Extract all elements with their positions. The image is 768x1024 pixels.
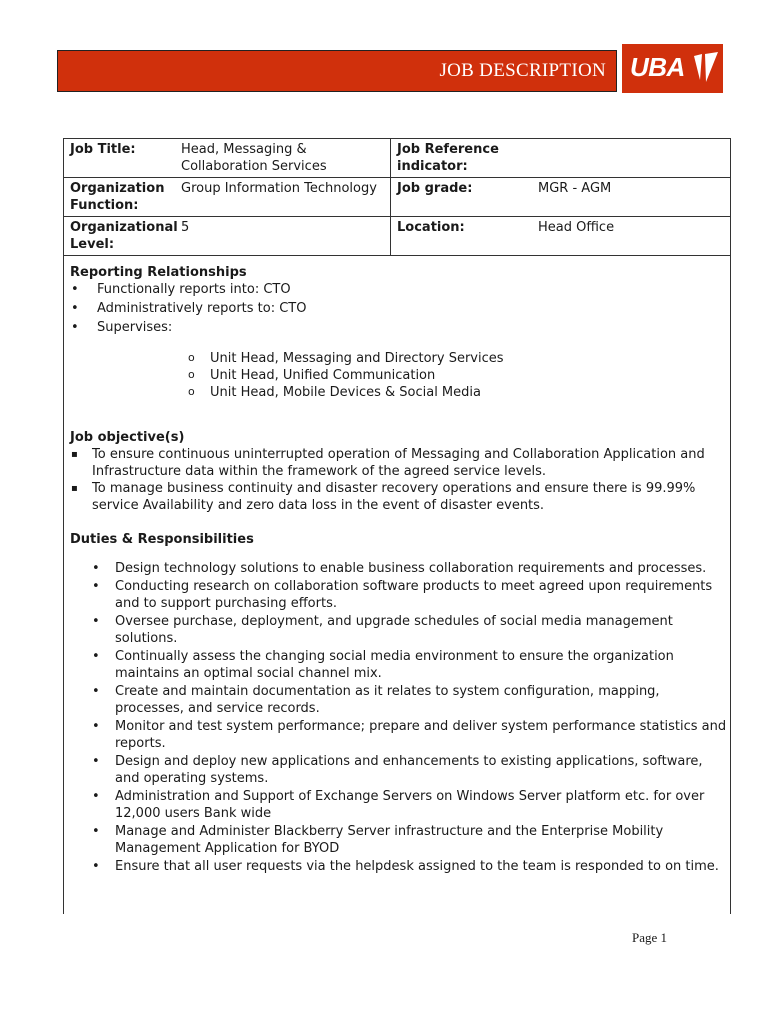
table-row xyxy=(64,217,731,256)
location-value: Head Office xyxy=(538,220,615,235)
list-item: ▪ To manage business continuity and disaster recovery operations and ensure there is 99.99% service Availability and zero data loss in the event of disaster events. xyxy=(70,480,730,514)
list-item: • Administratively reports to: CTO xyxy=(70,300,730,317)
org-level-cell xyxy=(64,217,391,256)
reporting-list xyxy=(70,281,730,336)
list-item: • Administration and Support of Exchange Servers on Windows Server platform etc. for over 12,000 users Bank wide xyxy=(70,788,730,822)
list-item: o Unit Head, Unified Communication xyxy=(70,367,730,384)
location-cell xyxy=(391,217,731,256)
duties-title: Duties & Responsibilities xyxy=(70,532,254,547)
list-item: • Design technology solutions to enable business collaboration requirements and processes. xyxy=(70,560,730,577)
document-body xyxy=(70,264,730,876)
list-item: • Manage and Administer Blackberry Server infrastructure and the Enterprise Mobility Management Application for BYOD xyxy=(70,823,730,857)
org-level-label: Organizational Level: xyxy=(70,220,178,252)
reporting-title: Reporting Relationships xyxy=(70,265,247,280)
job-grade-label: Job grade: xyxy=(397,181,473,196)
objectives-list xyxy=(70,446,730,514)
job-title-cell xyxy=(64,139,391,178)
org-function-value: Group Information Technology xyxy=(181,181,377,196)
table-row xyxy=(64,139,731,178)
frame-left-border xyxy=(63,244,64,914)
list-item: • Design and deploy new applications and enhancements to existing applications, software, and operating systems. xyxy=(70,753,730,787)
objectives-title: Job objective(s) xyxy=(70,430,185,445)
list-item: • Supervises: xyxy=(70,319,730,336)
table-row xyxy=(64,178,731,217)
list-item: • Oversee purchase, deployment, and upgrade schedules of social media management solutions. xyxy=(70,613,730,647)
logo-mark-icon xyxy=(692,50,720,86)
header-bar xyxy=(57,50,617,92)
logo-text: UBA xyxy=(630,52,685,82)
job-title-value: Head, Messaging & Collaboration Services xyxy=(181,142,327,174)
list-item: • Functionally reports into: CTO xyxy=(70,281,730,298)
list-item: ▪ To ensure continuous uninterrupted operation of Messaging and Collaboration Application and Infrastructure data within the framework of the agreed service levels. xyxy=(70,446,730,480)
job-info-table xyxy=(63,138,731,256)
list-item: • Continually assess the changing social media environment to ensure the organization maintains an optimal social channel mix. xyxy=(70,648,730,682)
frame-right-border xyxy=(730,244,731,914)
location-label: Location: xyxy=(397,220,465,235)
job-grade-cell xyxy=(391,178,731,217)
job-title-label: Job Title: xyxy=(70,142,136,157)
list-item: • Create and maintain documentation as it relates to system configuration, mapping, processes, and service records. xyxy=(70,683,730,717)
job-grade-value: MGR - AGM xyxy=(538,181,612,196)
list-item: • Monitor and test system performance; prepare and deliver system performance statistics and reports. xyxy=(70,718,730,752)
list-item: • Ensure that all user requests via the helpdesk assigned to the team is responded to on time. xyxy=(70,858,730,875)
org-level-value: 5 xyxy=(181,220,190,235)
job-reference-cell xyxy=(391,139,731,178)
list-item: • Conducting research on collaboration software products to meet agreed upon requirements and to support purchasing efforts. xyxy=(70,578,730,612)
supervises-list xyxy=(70,350,730,401)
page-number: Page 1 xyxy=(632,930,668,945)
list-item: o Unit Head, Messaging and Directory Services xyxy=(70,350,730,367)
job-reference-label: Job Reference indicator: xyxy=(397,142,499,174)
org-function-cell xyxy=(64,178,391,217)
document-title: JOB DESCRIPTION xyxy=(439,60,606,81)
duties-list xyxy=(70,560,730,875)
list-item: o Unit Head, Mobile Devices & Social Media xyxy=(70,384,730,401)
org-function-label: Organization Function: xyxy=(70,181,165,213)
uba-logo xyxy=(622,44,723,93)
